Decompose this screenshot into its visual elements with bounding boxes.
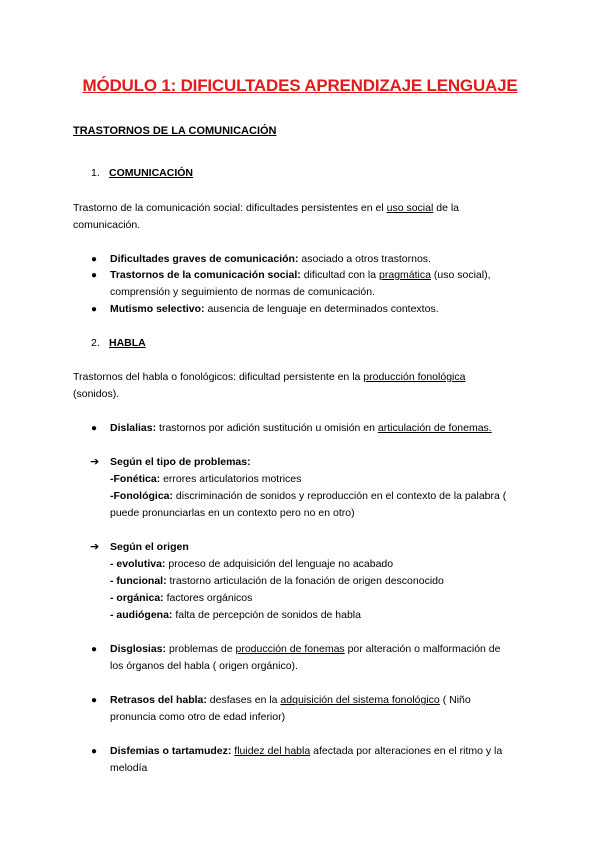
section-1-number: 1. <box>91 167 100 179</box>
bullet-icon: ● <box>91 746 98 757</box>
bullet-icon: ● <box>91 423 98 434</box>
section-1-intro: Trastorno de la comunicación social: dificultades persistentes en el uso social de la <box>73 202 459 214</box>
section-2-heading: HABLA <box>109 337 146 349</box>
list-item: Trastornos de la comunicación social: dificultad con la pragmática (uso social), <box>110 269 491 281</box>
bullet-icon: ● <box>91 644 98 655</box>
disfemias-item: Disfemias o tartamudez: fluidez del habla afectada por alteraciones en el ritmo y la <box>110 745 503 757</box>
arrow-icon: ➔ <box>90 541 100 553</box>
document-title: MÓDULO 1: DIFICULTADES APRENDIZAJE LENGUAJE <box>82 76 518 95</box>
bullet-icon: ● <box>91 270 98 281</box>
bullet-icon: ● <box>91 304 98 315</box>
fonologica-item-line2: puede pronunciarlas en un contexto pero no en otro) <box>110 507 355 519</box>
disglosias-item: Disglosias: problemas de producción de fonemas por alteración o malformación de <box>110 643 501 655</box>
tipo-heading: Según el tipo de problemas: <box>110 456 251 468</box>
fonologica-item: -Fonológica: discriminación de sonidos y reproducción en el contexto de la palabra ( <box>110 490 507 502</box>
list-item: Dificultades graves de comunicación: asociado a otros trastornos. <box>110 253 431 265</box>
fonetica-item: -Fonética: errores articulatorios motrices <box>110 473 302 485</box>
section-1-intro-line2: comunicación. <box>73 219 141 231</box>
disglosias-item-line2: los órganos del habla ( origen orgánico). <box>110 660 298 672</box>
retrasos-item: Retrasos del habla: desfases en la adquisición del sistema fonológico ( Niño <box>110 694 471 706</box>
origen-item-organica: - orgánica: factores orgánicos <box>110 592 253 604</box>
dislalias-item: Dislalias: trastornos por adición sustitución u omisión en articulación de fonemas. <box>110 422 492 434</box>
origen-item-evolutiva: - evolutiva: proceso de adquisición del lenguaje no acabado <box>110 558 394 570</box>
section-2-intro-line2: (sonidos). <box>73 388 120 400</box>
section-heading: TRASTORNOS DE LA COMUNICACIÓN <box>73 125 277 137</box>
list-item-line2: comprensión y seguimiento de normas de comunicación. <box>110 286 375 298</box>
origen-heading: Según el origen <box>110 541 189 553</box>
disfemias-item-line2: melodía <box>110 762 148 774</box>
origen-item-funcional: - funcional: trastorno articulación de la fonación de origen desconocido <box>110 575 444 587</box>
origen-item-audiogena: - audiógena: falta de percepción de sonidos de habla <box>110 609 361 621</box>
section-2-intro: Trastornos del habla o fonológicos: dificultad persistente en la producción fonológica <box>73 371 466 383</box>
bullet-icon: ● <box>91 695 98 706</box>
section-2-number: 2. <box>91 337 100 349</box>
section-1-heading: COMUNICACIÓN <box>109 167 193 179</box>
retrasos-item-line2: pronuncia como otro de edad inferior) <box>110 711 286 723</box>
bullet-icon: ● <box>91 254 98 265</box>
list-item: Mutismo selectivo: ausencia de lenguaje en determinados contextos. <box>110 303 439 315</box>
arrow-icon: ➔ <box>90 456 100 468</box>
